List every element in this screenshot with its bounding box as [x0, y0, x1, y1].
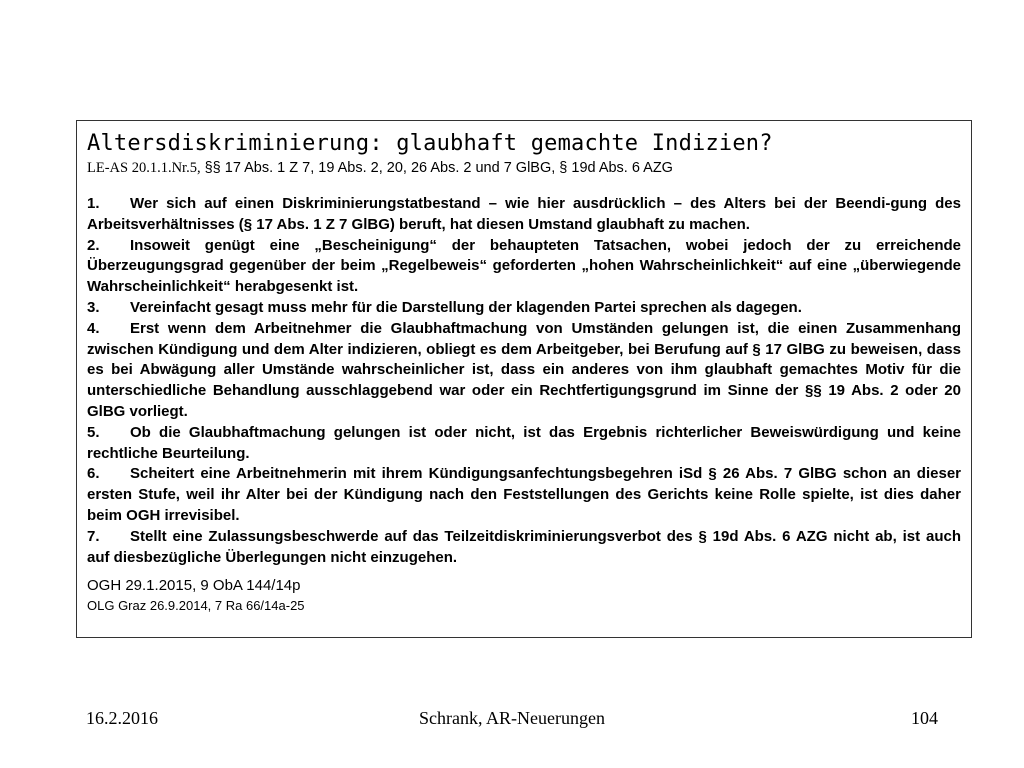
holding-item: [87, 298, 961, 319]
source-olg: OLG Graz 26.9.2014, 7 Ra 66/14a-25: [87, 598, 305, 614]
legal-citation: [87, 159, 961, 177]
source-ogh: OGH 29.1.2015, 9 ObA 144/14p: [87, 577, 301, 595]
holding-number: 4.: [87, 319, 100, 337]
holding-text: Vereinfacht gesagt muss mehr für die Darstellung der klagenden Partei sprechen als dagegen.: [130, 298, 802, 316]
holding-text: Ob die Glaubhaftmachung gelungen ist oder nicht, ist das Ergebnis richterlicher Beweiswürdigung und keine rechtliche Beurteilung.: [87, 423, 961, 462]
page-number: 104: [911, 708, 938, 728]
footer-author: Schrank, AR-Neuerungen: [419, 708, 605, 728]
citation-reference: LE-AS 20.1.1.Nr.5,: [87, 160, 201, 176]
holding-text: Scheitert eine Arbeitnehmerin mit ihrem Kündigungsanfechtungsbegehren iSd § 26 Abs. 7 GlBG schon an dieser ersten Stufe, weil ihr Alter bei der Kündigung nach den Feststellungen des Gerichts keine Rolle spielte, ist dies daher beim OGH irrevisibel.: [87, 465, 961, 524]
holding-number: 5.: [87, 423, 100, 441]
content-box: [76, 120, 972, 638]
holding-number: 7.: [87, 527, 100, 545]
holding-item: [87, 464, 961, 526]
holding-text: Insoweit genügt eine „Bescheinigung“ der behaupteten Tatsachen, wobei jedoch der zu erreichende Überzeugungsgrad gegenüber der beim „Regelbeweis“ geforderten „hohen Wahrscheinlichkeit“ auf eine „überwiegende Wahrscheinlichkeit“ herabgesenkt ist.: [87, 236, 961, 296]
holding-number: 2.: [87, 236, 100, 254]
holding-text: Stellt eine Zulassungsbeschwerde auf das Teilzeitdiskriminierungsverbot des § 19d Abs. 6 AZG nicht ab, ist auch auf diesbezügliche Überlegungen nicht einzugehen.: [87, 527, 961, 566]
holdings-list: [87, 194, 961, 568]
holding-number: 6.: [87, 465, 100, 483]
slide-title: Altersdiskriminierung: glaubhaft gemachte Indizien?: [87, 131, 773, 156]
citation-statutes: §§ 17 Abs. 1 Z 7, 19 Abs. 2, 20, 26 Abs. 2 und 7 GlBG, § 19d Abs. 6 AZG: [200, 160, 673, 176]
holding-text: Wer sich auf einen Diskriminierungstatbestand – wie hier ausdrücklich – des Alters bei der Beendi-gung des Arbeitsverhältnisses (§ 17 Abs. 1 Z 7 GlBG) beruft, hat diesen Umstand glaubhaft zu machen.: [87, 195, 961, 233]
holding-item: [87, 319, 961, 423]
holding-item: [87, 423, 961, 465]
holding-item: [87, 527, 961, 569]
holding-item: [87, 194, 961, 236]
holding-number: 1.: [87, 195, 100, 212]
holding-number: 3.: [87, 298, 100, 316]
holding-text: Erst wenn dem Arbeitnehmer die Glaubhaftmachung von Umständen gelungen ist, die einen Zusammenhang zwischen Kündigung und dem Alter indizieren, obliegt es dem Arbeitgeber, bei Berufung auf § 17 GlBG zu beweisen, dass es bei Abwägung aller Umstände wahrscheinlicher ist, dass ein anderes von ihm glaubhaft gemachtes Motiv für die unterschiedliche Behandlung ausschlaggebend war oder ein Rechtfertigungsgrund im Sinne der §§ 19 Abs. 2 oder 20 GlBG vorliegt.: [87, 319, 961, 420]
footer-date: 16.2.2016: [86, 708, 158, 728]
holding-item: [87, 236, 961, 298]
